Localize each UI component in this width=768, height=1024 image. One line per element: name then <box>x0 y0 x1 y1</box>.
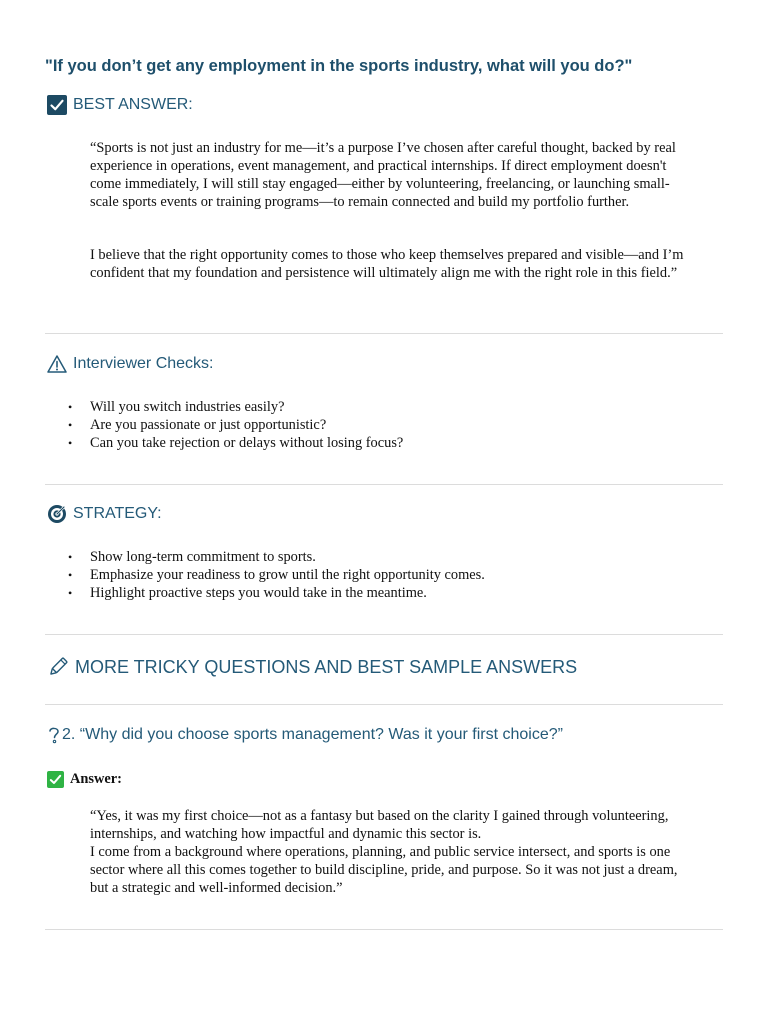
warning-icon <box>46 353 68 375</box>
interviewer-checks-heading-text: Interviewer Checks: <box>73 355 214 372</box>
more-questions-heading <box>46 655 577 679</box>
question-title: "If you don’t get any employment in the sports industry, what will you do?" <box>45 57 633 75</box>
question-2-answer-paragraph-2: I come from a background where operations, planning, and public service intersect, and sports is one sector where all this comes together to build discipline, pride, and purpose. So it was not just a dream, but a strategic and well-informed decision.” <box>90 844 678 896</box>
pencil-icon <box>46 655 70 679</box>
answer-label <box>47 771 122 788</box>
list-item: • Emphasize your readiness to grow until the right opportunity comes. <box>68 566 708 584</box>
target-icon <box>46 503 68 525</box>
question-2-heading <box>46 724 563 746</box>
divider <box>45 704 723 705</box>
best-answer-paragraph-2: I believe that the right opportunity comes to those who keep themselves prepared and visible—and I’m confident that my foundation and persistence will ultimately align me with the right role in this field.” <box>90 247 684 281</box>
strategy-heading <box>46 503 162 525</box>
strategy-heading-text: STRATEGY: <box>73 505 162 522</box>
list-item: • Show long-term commitment to sports. <box>68 548 708 566</box>
list-item: • Can you take rejection or delays without losing focus? <box>68 434 708 452</box>
strategy-list <box>68 548 708 602</box>
interviewer-checks-heading <box>46 353 214 375</box>
interviewer-checks-list <box>68 398 708 452</box>
best-answer-heading <box>46 94 193 116</box>
list-item: • Highlight proactive steps you would take in the meantime. <box>68 584 708 602</box>
green-check-icon <box>47 771 64 788</box>
question-mark-icon <box>46 724 62 746</box>
answer-label-text: Answer: <box>70 771 122 787</box>
question-2-heading-text: 2. “Why did you choose sports management? Was it your first choice?” <box>62 726 563 743</box>
best-answer-heading-text: BEST ANSWER: <box>73 96 193 113</box>
list-item: • Will you switch industries easily? <box>68 398 708 416</box>
divider <box>45 929 723 930</box>
divider <box>45 484 723 485</box>
more-questions-heading-text: MORE TRICKY QUESTIONS AND BEST SAMPLE ANSWERS <box>75 656 578 677</box>
question-2-answer-paragraph-1: “Yes, it was my first choice—not as a fantasy but based on the clarity I gained through volunteering, internships, and watching how impactful and dynamic this sector is. <box>90 808 669 842</box>
divider <box>45 333 723 334</box>
divider <box>45 634 723 635</box>
best-answer-paragraph-1: “Sports is not just an industry for me—it’s a purpose I’ve chosen after careful thought, backed by real experience in operations, event management, and practical internships. If direct employment doesn't come immediately, I will still stay engaged—either by volunteering, freelancing, or launching small-scale sports events or training programs—to remain connected and build my portfolio further. <box>90 140 676 210</box>
list-item: • Are you passionate or just opportunistic? <box>68 416 708 434</box>
checkbox-checked-icon <box>46 94 68 116</box>
